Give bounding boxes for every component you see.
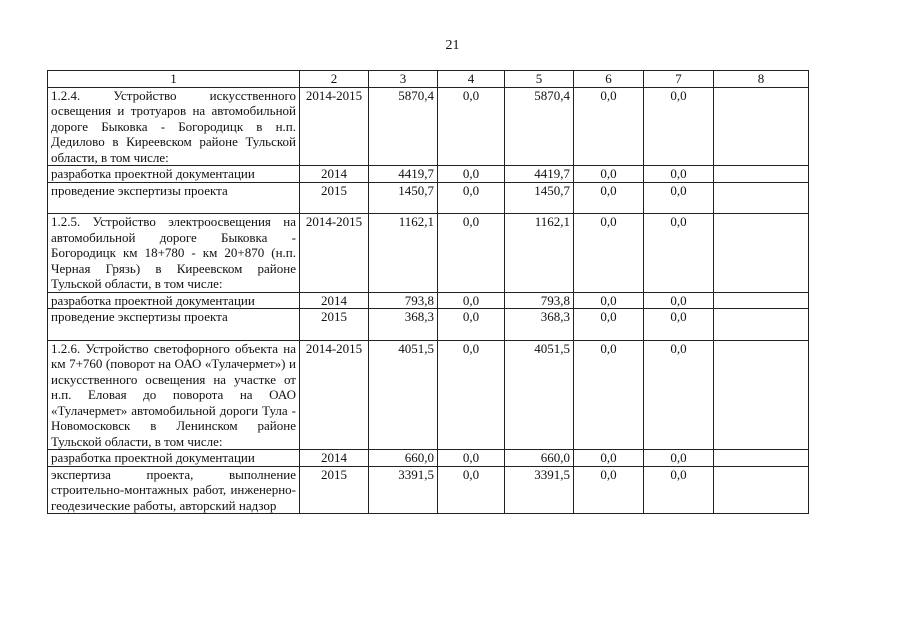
value-col8 <box>714 340 809 450</box>
value-col7: 0,0 <box>644 466 714 514</box>
value-col6: 0,0 <box>574 182 644 214</box>
value-col6: 0,0 <box>574 87 644 166</box>
value-col3: 660,0 <box>369 450 438 467</box>
column-header: 5 <box>505 71 574 88</box>
value-col4: 0,0 <box>438 182 505 214</box>
item-description: 1.2.4. Устройство искусственного освещения и тротуаров на автомобильной дороге Быковка - Богородицк в н.п. Дедилово в Киреевском районе Тульской области, в том числе: <box>48 87 300 166</box>
value-col8 <box>714 182 809 214</box>
table-row <box>48 466 809 514</box>
item-years: 2014-2015 <box>300 340 369 450</box>
table-row <box>48 182 809 214</box>
value-col5: 4419,7 <box>505 166 574 183</box>
value-col7: 0,0 <box>644 340 714 450</box>
item-years: 2015 <box>300 466 369 514</box>
value-col6: 0,0 <box>574 309 644 341</box>
value-col6: 0,0 <box>574 466 644 514</box>
table-row <box>48 166 809 183</box>
value-col5: 3391,5 <box>505 466 574 514</box>
value-col6: 0,0 <box>574 214 644 293</box>
value-col8 <box>714 292 809 309</box>
value-col5: 4051,5 <box>505 340 574 450</box>
table-row <box>48 340 809 450</box>
budget-table <box>47 70 809 514</box>
value-col8 <box>714 309 809 341</box>
item-description: 1.2.5. Устройство электроосвещения на автомобильной дороге Быковка - Богородицк км 18+780 - км 20+870 (н.п. Черная Грязь) в Киреевском районе Тульской области, в том числе: <box>48 214 300 293</box>
value-col4: 0,0 <box>438 309 505 341</box>
value-col7: 0,0 <box>644 309 714 341</box>
value-col6: 0,0 <box>574 292 644 309</box>
value-col6: 0,0 <box>574 166 644 183</box>
blank-line <box>51 198 296 213</box>
value-col4: 0,0 <box>438 87 505 166</box>
value-col7: 0,0 <box>644 292 714 309</box>
item-description: разработка проектной документации <box>48 450 300 467</box>
page-number: 21 <box>445 38 460 53</box>
value-col5: 368,3 <box>505 309 574 341</box>
item-description: экспертиза проекта, выполнение строительно-монтажных работ, инженерно-геодезические работы, авторский надзор <box>48 466 300 514</box>
value-col7: 0,0 <box>644 87 714 166</box>
column-header: 4 <box>438 71 505 88</box>
value-col4: 0,0 <box>438 450 505 467</box>
column-header: 8 <box>714 71 809 88</box>
item-description-text: проведение экспертизы проекта <box>51 309 228 324</box>
item-years: 2015 <box>300 309 369 341</box>
item-years: 2014 <box>300 292 369 309</box>
item-description <box>48 182 300 214</box>
value-col3: 4419,7 <box>369 166 438 183</box>
value-col4: 0,0 <box>438 166 505 183</box>
column-header: 7 <box>644 71 714 88</box>
column-header: 2 <box>300 71 369 88</box>
value-col5: 793,8 <box>505 292 574 309</box>
table-row <box>48 214 809 293</box>
table-header-row <box>48 71 809 88</box>
item-years: 2015 <box>300 182 369 214</box>
table-row <box>48 450 809 467</box>
item-description: разработка проектной документации <box>48 166 300 183</box>
table-row <box>48 309 809 341</box>
value-col5: 5870,4 <box>505 87 574 166</box>
item-years: 2014-2015 <box>300 87 369 166</box>
value-col5: 660,0 <box>505 450 574 467</box>
value-col3: 3391,5 <box>369 466 438 514</box>
column-header: 1 <box>48 71 300 88</box>
value-col3: 5870,4 <box>369 87 438 166</box>
value-col8 <box>714 450 809 467</box>
value-col4: 0,0 <box>438 466 505 514</box>
item-description: 1.2.6. Устройство светофорного объекта на км 7+760 (поворот на ОАО «Тулачермет») и искусственного освещения на участке от н.п. Еловая до поворота на ОАО «Тулачермет» автомобильной дороги Тула - Новомосковск в Ленинском районе Тульской области, в том числе: <box>48 340 300 450</box>
value-col3: 4051,5 <box>369 340 438 450</box>
value-col6: 0,0 <box>574 450 644 467</box>
column-header: 3 <box>369 71 438 88</box>
value-col8 <box>714 166 809 183</box>
item-description: разработка проектной документации <box>48 292 300 309</box>
value-col3: 368,3 <box>369 309 438 341</box>
item-years: 2014-2015 <box>300 214 369 293</box>
value-col4: 0,0 <box>438 340 505 450</box>
blank-line <box>51 325 296 340</box>
value-col7: 0,0 <box>644 166 714 183</box>
value-col7: 0,0 <box>644 214 714 293</box>
item-description <box>48 309 300 341</box>
value-col3: 793,8 <box>369 292 438 309</box>
item-description-text: проведение экспертизы проекта <box>51 182 228 198</box>
item-years: 2014 <box>300 450 369 467</box>
value-col8 <box>714 466 809 514</box>
value-col5: 1162,1 <box>505 214 574 293</box>
item-years: 2014 <box>300 166 369 183</box>
table-row <box>48 87 809 166</box>
column-header: 6 <box>574 71 644 88</box>
value-col7: 0,0 <box>644 450 714 467</box>
table-row <box>48 292 809 309</box>
value-col4: 0,0 <box>438 292 505 309</box>
value-col5: 1450,7 <box>505 182 574 214</box>
value-col7: 0,0 <box>644 182 714 214</box>
value-col8 <box>714 214 809 293</box>
value-col6: 0,0 <box>574 340 644 450</box>
value-col4: 0,0 <box>438 214 505 293</box>
value-col8 <box>714 87 809 166</box>
value-col3: 1162,1 <box>369 214 438 293</box>
value-col3: 1450,7 <box>369 182 438 214</box>
